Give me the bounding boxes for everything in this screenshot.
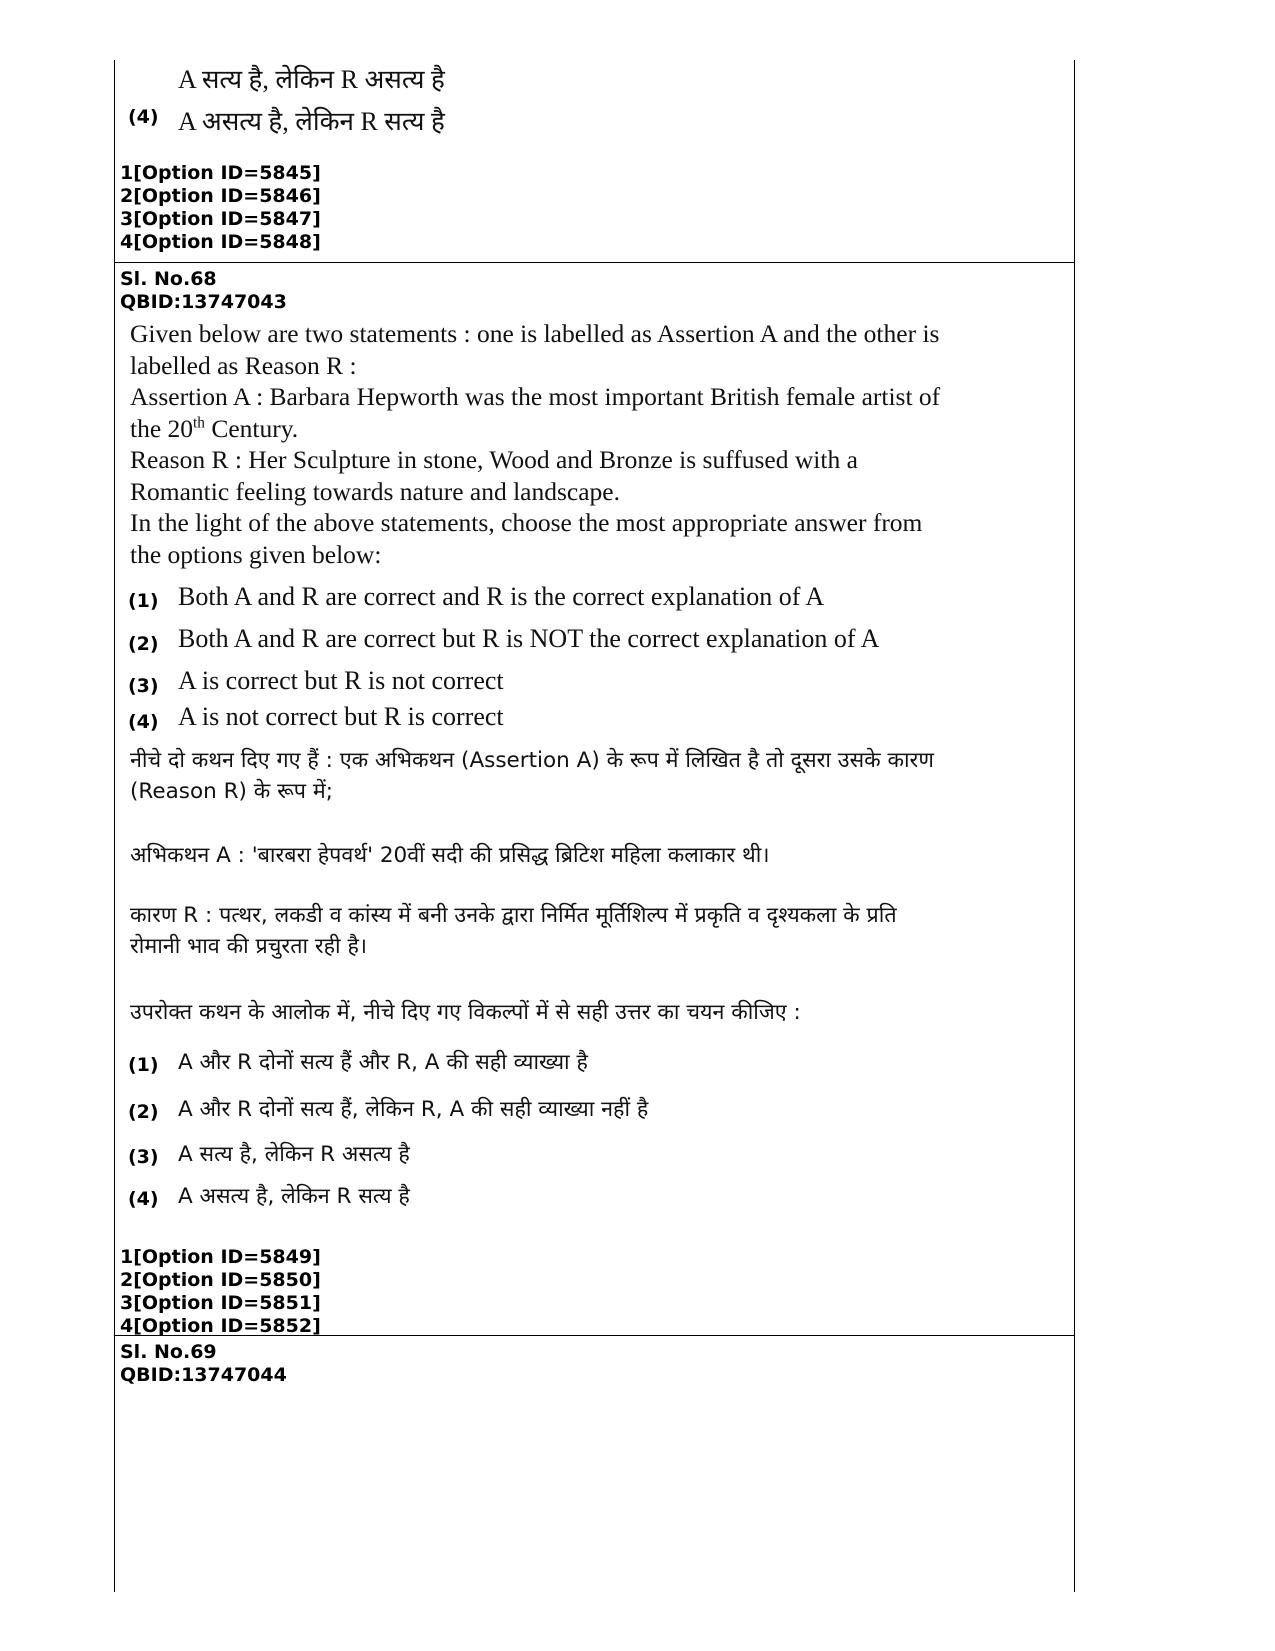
- option-id: 3[Option ID=5851]: [120, 1292, 321, 1314]
- hi-option4-text: A असत्य है, लेकिन R सत्य है: [178, 1184, 410, 1209]
- question-line: labelled as Reason R :: [130, 350, 357, 380]
- hi-option3-text: A सत्य है, लेकिन R असत्य है: [178, 1142, 410, 1167]
- en-option3-number: (3): [128, 675, 159, 697]
- qbid: QBID:13747044: [120, 1364, 287, 1386]
- prev-option-ids: [120, 162, 321, 254]
- hi-option3-number: (3): [128, 1146, 159, 1168]
- hi-option1-number: (1): [128, 1054, 159, 1076]
- instruction-line-cont: the options given below:: [130, 539, 382, 569]
- hindi-reason-line: रोमानी भाव की प्रचुरता रही है।: [130, 934, 368, 959]
- prev-option4-text: A असत्य है, लेकिन R सत्य है: [178, 107, 445, 136]
- hi-option2-text: A और R दोनों सत्य हैं, लेकिन R, A की सही व्याख्या नहीं है: [178, 1097, 649, 1122]
- option-id: 4[Option ID=5852]: [120, 1315, 321, 1337]
- option-id: 2[Option ID=5846]: [120, 185, 321, 207]
- hindi-reason-line: कारण R : पत्थर, लकडी व कांस्य में बनी उनके द्वारा निर्मित मूर्तिशिल्प में प्रकृति व दृश्यकला के प्रति: [130, 903, 897, 928]
- hindi-instruction: उपरोक्त कथन के आलोक में, नीचे दिए गए विकल्पों में से सही उत्तर का चयन कीजिए :: [130, 1000, 801, 1025]
- en-option1-text: Both A and R are correct and R is the correct explanation of A: [178, 582, 825, 611]
- serial-number: Sl. No.68: [120, 268, 217, 290]
- q69-header: [120, 1341, 287, 1387]
- hi-option4-number: (4): [128, 1188, 159, 1210]
- reason-line-cont: Romantic feeling towards nature and landscape.: [130, 476, 620, 506]
- reason-line: Reason R : Her Sculpture in stone, Wood and Bronze is suffused with a: [130, 445, 858, 474]
- serial-number: Sl. No.69: [120, 1341, 217, 1363]
- option-id: 4[Option ID=5848]: [120, 231, 321, 253]
- hi-option2-number: (2): [128, 1101, 159, 1123]
- q68-header: [120, 268, 287, 314]
- hindi-question-line: नीचे दो कथन दिए गए हैं : एक अभिकथन (Assertion A) के रूप में लिखित है तो दूसरा उसके कारण: [130, 748, 934, 773]
- hi-option1-text: A और R दोनों सत्य हैं और R, A की सही व्याख्या है: [178, 1050, 588, 1075]
- hindi-assertion: अभिकथन A : 'बारबरा हेपवर्थ' 20वीं सदी की प्रसिद्ध ब्रिटिश महिला कलाकार थी।: [130, 843, 770, 868]
- q68-question-hindi: [130, 745, 934, 807]
- option-id: 1[Option ID=5849]: [120, 1246, 321, 1268]
- en-option1-number: (1): [128, 590, 159, 612]
- en-option4-text: A is not correct but R is correct: [178, 702, 504, 731]
- instruction-line: In the light of the above statements, choose the most appropriate answer from: [130, 508, 923, 537]
- option-id: 3[Option ID=5847]: [120, 208, 321, 230]
- option-id: 1[Option ID=5845]: [120, 162, 321, 184]
- en-option2-number: (2): [128, 633, 159, 655]
- assertion-line: Assertion A : Barbara Hepworth was the most important British female artist of: [130, 382, 941, 411]
- assertion-line-cont: the 20th Century.: [130, 413, 299, 443]
- qbid: QBID:13747043: [120, 291, 287, 313]
- option-id: 2[Option ID=5850]: [120, 1269, 321, 1291]
- en-option4-number: (4): [128, 711, 159, 733]
- q68-option-ids: [120, 1246, 321, 1338]
- prev-option4-number: (4): [128, 106, 159, 128]
- hindi-question-line: (Reason R) के रूप में;: [130, 779, 333, 804]
- hindi-reason: [130, 900, 897, 962]
- en-option2-text: Both A and R are correct but R is NOT the correct explanation of A: [178, 624, 880, 653]
- prev-option3-continued: A सत्य है, लेकिन R असत्य है: [178, 65, 445, 94]
- en-option3-text: A is correct but R is not correct: [178, 666, 504, 695]
- question-line: Given below are two statements : one is labelled as Assertion A and the other is: [130, 319, 940, 348]
- divider-q68: [114, 262, 1075, 263]
- q68-question-english: [130, 318, 940, 570]
